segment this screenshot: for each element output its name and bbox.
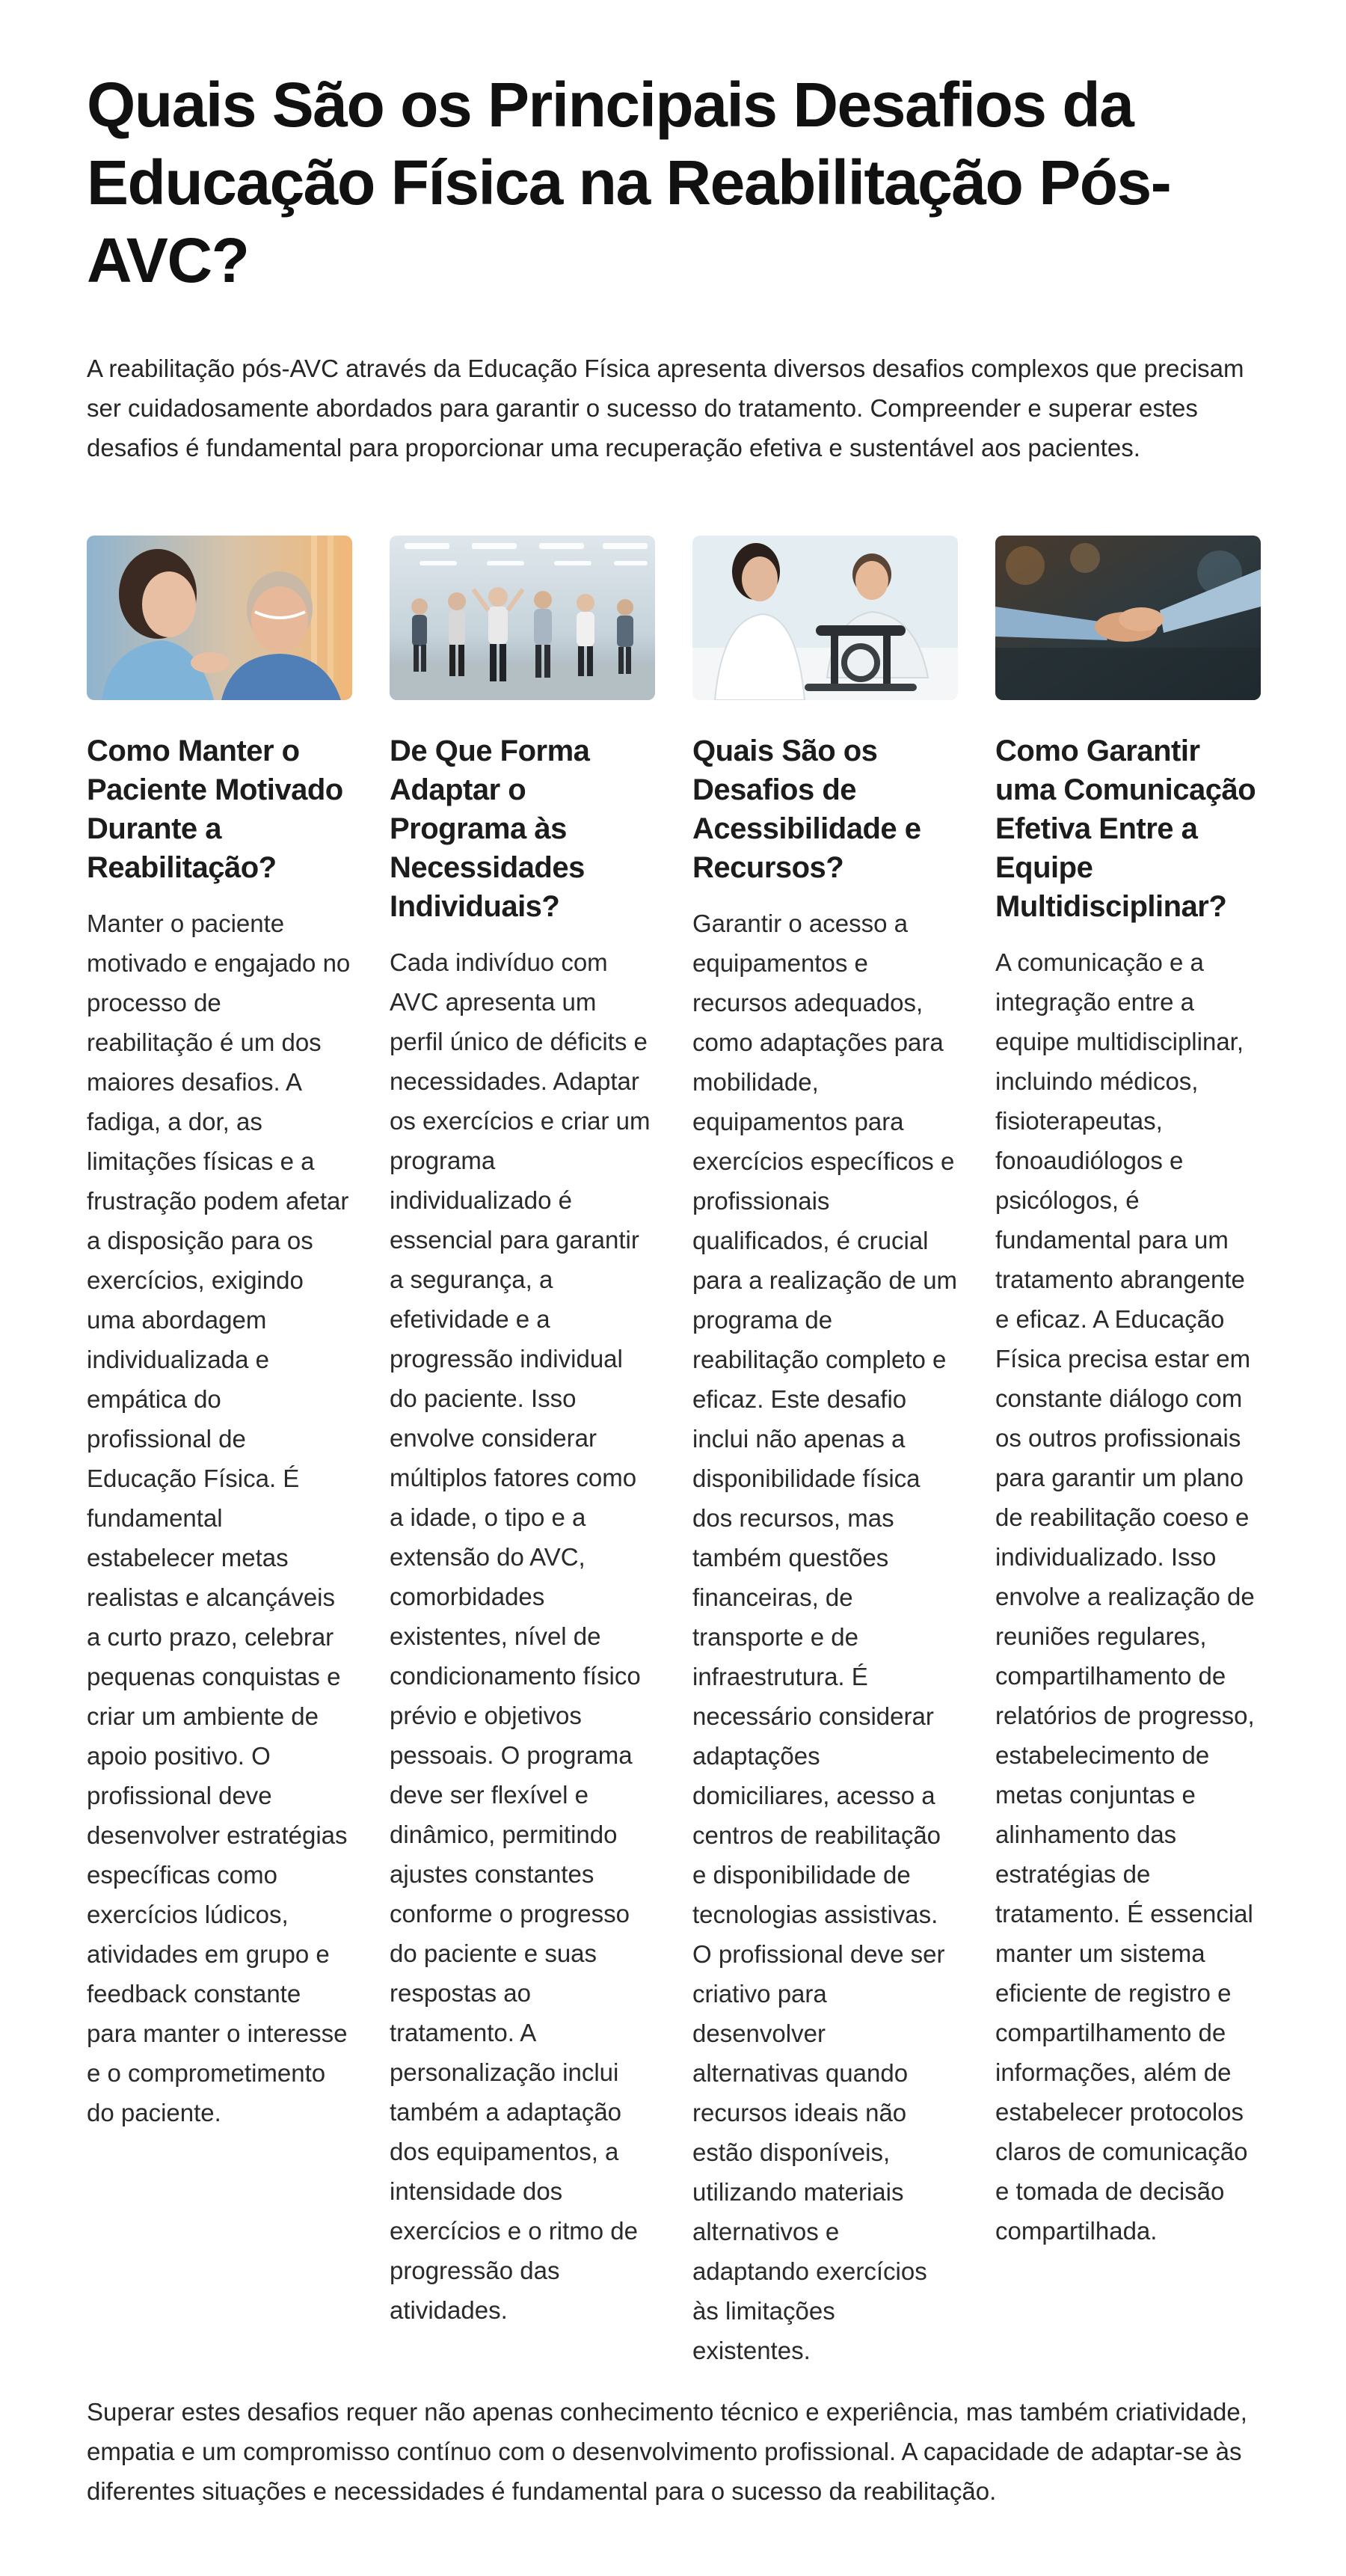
card-title: De Que Forma Adaptar o Programa às Necessidades Individuais? <box>390 735 590 923</box>
card-title: Como Manter o Paciente Motivado Durante a Reabilitação? <box>87 735 343 884</box>
handshake-photo <box>995 536 1261 700</box>
card-title: Como Garantir uma Comunicação Efetiva Entre a Equipe Multidisciplinar? <box>995 735 1256 923</box>
page-title: Quais São os Principais Desafios da Educação Física na Reabilitação Pós-AVC? <box>87 70 1171 295</box>
challenge-cards <box>87 536 1262 2368</box>
challenge-card-adaptation <box>390 536 655 2330</box>
group-exercise-gym-photo <box>390 536 655 700</box>
challenge-card-motivation <box>87 536 352 2132</box>
adapted-equipment-photo <box>692 536 958 700</box>
therapist-and-patient-photo <box>87 536 352 700</box>
card-text: Garantir o acesso a equipamentos e recursos adequados, como adaptações para mobilidade, equipamentos para exercícios específicos e profissionais qualificados, é crucial para a realização de um programa de reabilitação completo e eficaz. Este desafio inclui não apenas a disponibilidade física dos recursos, mas também questões financeiras, de transporte e de infraestrutura. É necessário considerar adaptações domiciliares, acesso a centros de reabilitação e disponibilidade de tecnologias assistivas. O profissional deve ser criativo para desenvolver alternativas quando recursos ideais não estão disponíveis, utilizando materiais alternativos e adaptando exercícios às limitações existentes. <box>692 910 958 2364</box>
card-text: Manter o paciente motivado e engajado no processo de reabilitação é um dos maiores desafios. A fadiga, a dor, as limitações físicas e a frustração podem afetar a disposição para os exercícios, exigindo uma abordagem individualizada e empática do profissional de Educação Física. É fundamental estabelecer metas realistas e alcançáveis a curto prazo, celebrar pequenas conquistas e criar um ambiente de apoio positivo. O profissional deve desenvolver estratégias específicas como exercícios lúdicos, atividades em grupo e feedback constante para manter o interesse e o comprometimento do paciente. <box>87 910 351 2126</box>
card-text: Cada indivíduo com AVC apresenta um perfil único de déficits e necessidades. Adaptar os exercícios e criar um programa individualizado é essencial para garantir a segurança, a efetividade e a progressão individual do paciente. Isso envolve considerar múltiplos fatores como a idade, o tipo e a extensão do AVC, comorbidades existentes, nível de condicionamento físico prévio e objetivos pessoais. O programa deve ser flexível e dinâmico, permitindo ajustes constantes conforme o progresso do paciente e suas respostas ao tratamento. A personalização inclui também a adaptação dos equipamentos, a intensidade dos exercícios e o ritmo de progressão das atividades. <box>390 948 651 2324</box>
closing-paragraph: Superar estes desafios requer não apenas conhecimento técnico e experiência, mas também criatividade, empatia e um compromisso contínuo com o desenvolvimento profissional. A capacidade de adaptar-se às diferentes situações e necessidades é fundamental para o sucesso da reabilitação. <box>87 2398 1247 2505</box>
intro-paragraph: A reabilitação pós-AVC através da Educação Física apresenta diversos desafios complexos que precisam ser cuidadosamente abordados para garantir o sucesso do tratamento. Compreender e superar estes desafios é fundamental para proporcionar uma recuperação efetiva e sustentável aos pacientes. <box>87 355 1244 461</box>
card-title: Quais São os Desafios de Acessibilidade e Recursos? <box>692 735 921 884</box>
challenge-card-accessibility <box>692 536 958 2370</box>
card-text: A comunicação e a integração entre a equipe multidisciplinar, incluindo médicos, fisioterapeutas, fonoaudiólogos e psicólogos, é fundamental para um tratamento abrangente e eficaz. A Educação Física precisa estar em constante diálogo com os outros profissionais para garantir um plano de reabilitação coeso e individualizado. Isso envolve a realização de reuniões regulares, compartilhamento de relatórios de progresso, estabelecimento de metas conjuntas e alinhamento das estratégias de tratamento. É essencial manter um sistema eficiente de registro e compartilhamento de informações, além de estabelecer protocolos claros de comunicação e tomada de decisão compartilhada. <box>995 948 1255 2245</box>
challenge-card-communication <box>995 536 1261 2251</box>
